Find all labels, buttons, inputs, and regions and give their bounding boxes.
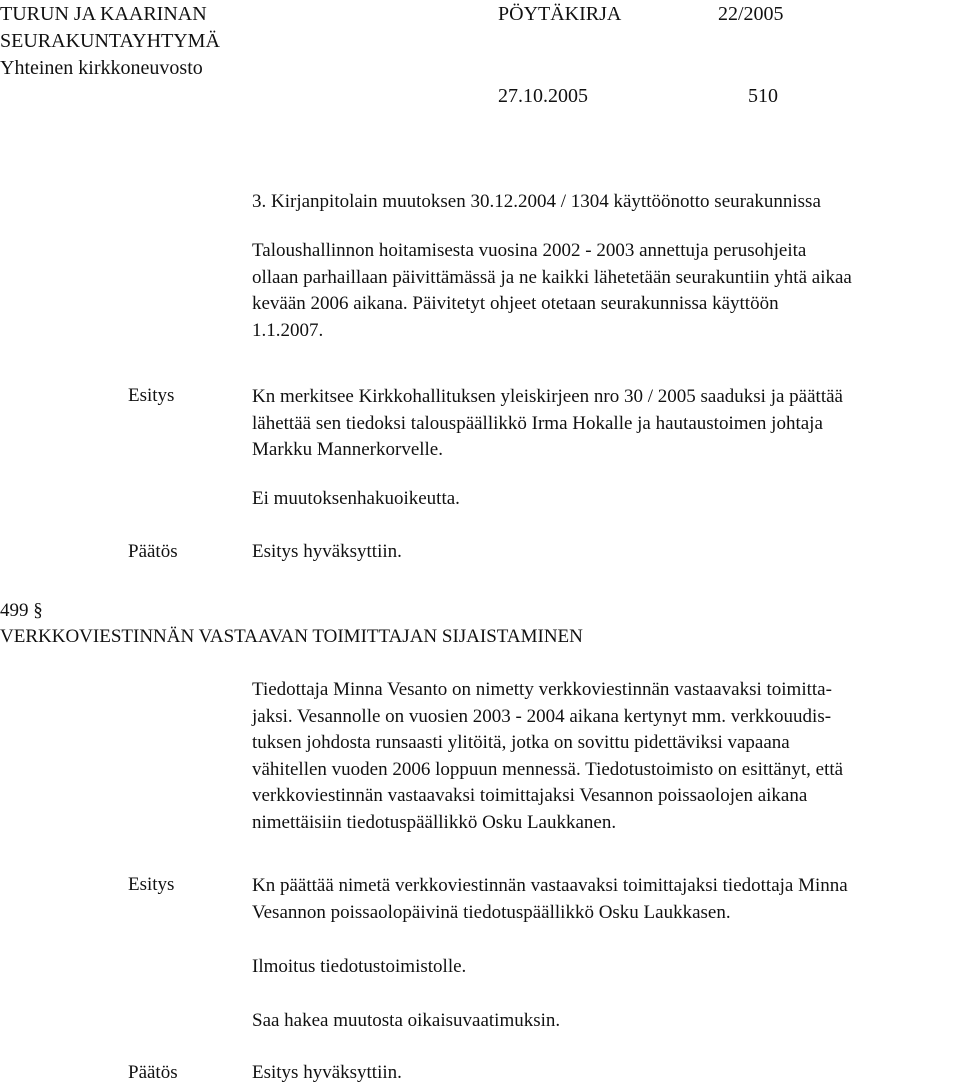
paragraph-line: nimettäisiin tiedotuspäällikkö Osku Laukkanen. bbox=[252, 811, 617, 833]
item-paragraph bbox=[252, 238, 952, 344]
paragraph-line: kevään 2006 aikana. Päivitetyt ohjeet otetaan seurakunnissa käyttöön bbox=[252, 293, 779, 314]
esitys-line: lähettää sen tiedoksi talouspäällikkö Irma Hokalle ja hautaustoimen johtaja bbox=[252, 412, 823, 434]
paragraph-line: vähitellen vuoden 2006 loppuun mennessä. Tiedotustoimisto on esittänyt, että bbox=[252, 758, 844, 780]
esitys-line: Kn päättää nimetä verkkoviestinnän vastaavaksi toimittajaksi tiedottaja Minna bbox=[252, 875, 848, 896]
item-title: 3. Kirjanpitolain muutoksen 30.12.2004 / 1304 käyttöönotto seurakunnissa bbox=[252, 191, 821, 212]
esitys-label: Esitys bbox=[128, 385, 175, 406]
doc-number: 22/2005 bbox=[718, 3, 784, 25]
paragraph-line: ollaan parhaillaan päivittämässä ja ne kaikki lähetetään seurakuntiin yhtä aikaa bbox=[252, 266, 852, 288]
section-paragraph bbox=[252, 677, 952, 836]
paragraph-line: Taloushallinnon hoitamisesta vuosina 2002 - 2003 annettuja perusohjeita bbox=[252, 240, 807, 261]
esitys-line: Kn merkitsee Kirkkohallituksen yleiskirjeen nro 30 / 2005 saaduksi ja päättää bbox=[252, 386, 843, 407]
paragraph-line: Tiedottaja Minna Vesanto on nimetty verkkoviestinnän vastaavaksi toimitta- bbox=[252, 679, 832, 700]
org-name-line2: SEURAKUNTAYHTYMÄ bbox=[0, 30, 220, 52]
org-name-line3: Yhteinen kirkkoneuvosto bbox=[0, 57, 203, 79]
esitys-label: Esitys bbox=[128, 874, 175, 895]
paragraph-line: verkkoviestinnän vastaavaksi toimittajaksi Vesannon poissaolojen aikana bbox=[252, 785, 808, 806]
appeal-text: Saa hakea muutosta oikaisuvaatimuksin. bbox=[252, 1010, 561, 1031]
esitys-line: Markku Mannerkorvelle. bbox=[252, 439, 443, 460]
section-title: VERKKOVIESTINNÄN VASTAAVAN TOIMITTAJAN SIJAISTAMINEN bbox=[0, 626, 583, 647]
doc-type: PÖYTÄKIRJA bbox=[498, 3, 622, 25]
esitys-text bbox=[252, 384, 952, 464]
paragraph-line: tuksen johdosta runsaasti ylitöitä, jotka on sovittu pidettäviksi vapaana bbox=[252, 732, 790, 753]
section-number: 499 § bbox=[0, 600, 43, 621]
paatos-text: Esitys hyväksyttiin. bbox=[252, 1062, 402, 1083]
paragraph-line: jaksi. Vesannolle on vuosien 2003 - 2004 aikana kertynyt mm. verkkouudis- bbox=[252, 705, 832, 727]
esitys-line: Vesannon poissaolopäivinä tiedotuspäällikkö Osku Laukkasen. bbox=[252, 901, 731, 923]
org-name-line1: TURUN JA KAARINAN bbox=[0, 3, 207, 25]
paatos-text: Esitys hyväksyttiin. bbox=[252, 541, 402, 562]
page-number: 510 bbox=[748, 85, 778, 107]
paragraph-line: 1.1.2007. bbox=[252, 319, 324, 341]
esitys-text bbox=[252, 873, 952, 926]
paatos-label: Päätös bbox=[128, 541, 178, 562]
no-appeal-note: Ei muutoksenhakuoikeutta. bbox=[252, 488, 460, 509]
doc-date: 27.10.2005 bbox=[498, 85, 588, 107]
paatos-label: Päätös bbox=[128, 1062, 178, 1083]
notice-text: Ilmoitus tiedotustoimistolle. bbox=[252, 956, 467, 977]
